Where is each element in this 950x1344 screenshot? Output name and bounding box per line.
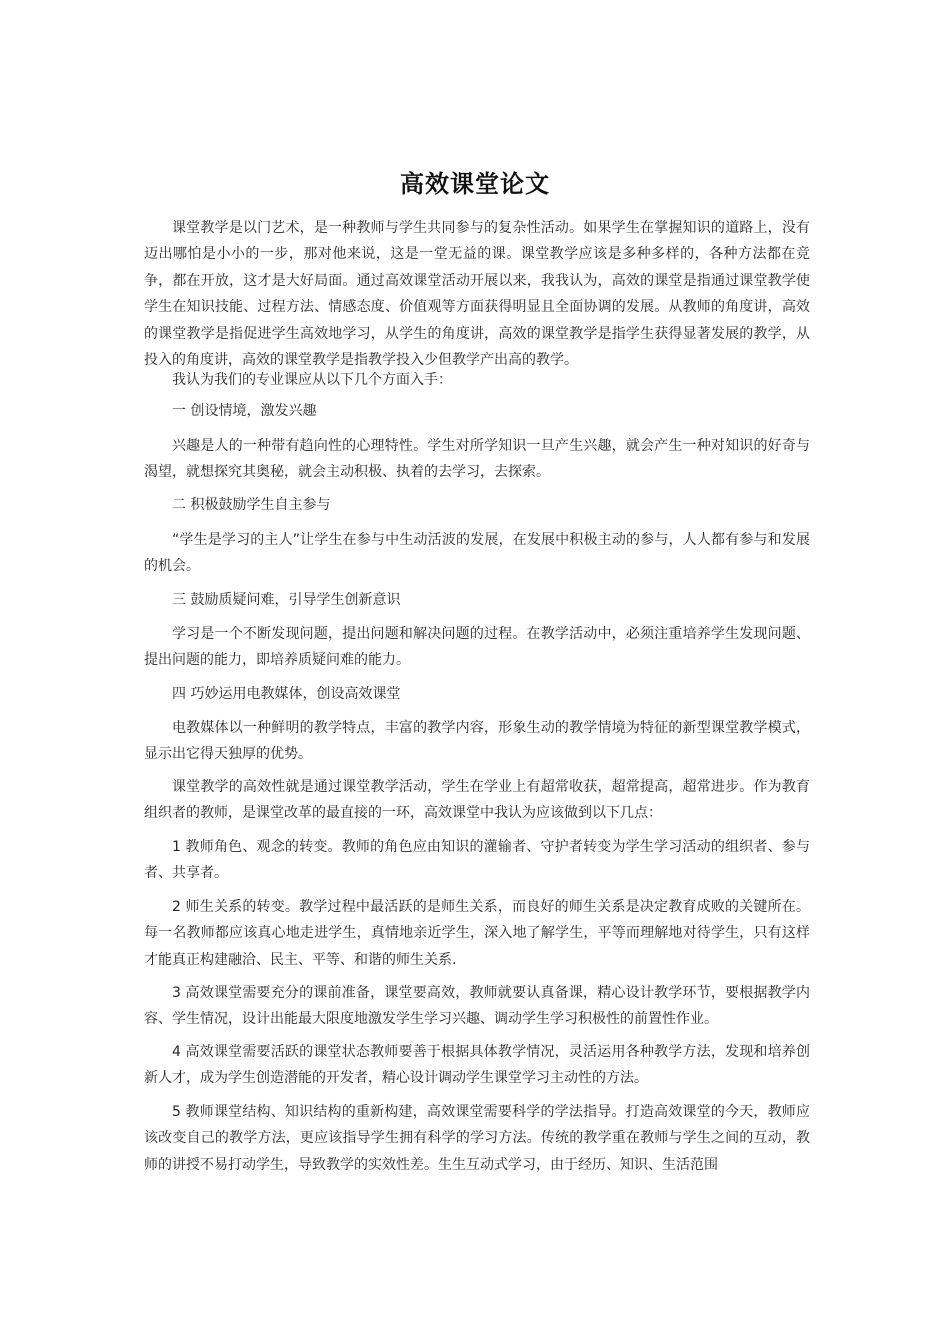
paragraph-point-3: 3 高效课堂需要充分的课前准备，课堂要高效，教师就要认真备课，精心设计教学环节，要根据教学内容、学生情况，设计出能最大限度地激发学生学习兴趣、调动学生学习积极性的前置性作业。 — [144, 985, 810, 1028]
paragraph-efficiency: 课堂教学的高效性就是通过课堂教学活动，学生在学业上有超常收获，超常提高，超常进步。作为教育组织者的教师，是课堂改革的最直接的一环，高效课堂中我认为应该做到以下几点： — [144, 779, 810, 822]
paragraph-lead: 我认为我们的专业课应从以下几个方面入手： — [172, 372, 452, 388]
document-title: 高效课堂论文 — [400, 170, 550, 198]
paragraph-intro: 课堂教学是以门艺术，是一种教师与学生共同参与的复杂性活动。如果学生在掌握知识的道路上，没有迈出哪怕是小小的一步，那对他来说，这是一堂无益的课。课堂教学应该是多种多样的，各种方法都在竞争，都在开放，这才是大好局面。通过高效课堂活动开展以来，我我认为，高效的课堂是指通过课堂教学使学生在知识技能、过程方法、情感态度、价值观等方面获得明显且全面协调的发展。从教师的角度讲，高效的课堂教学是指促进学生高效地学习，从学生的角度讲，高效的课堂教学是指学生获得显著发展的教学，从投入的角度讲，高效的课堂教学是指教学投入少但教学产出高的教学。 — [144, 220, 810, 369]
heading-section-4: 四 巧妙运用电教媒体，创设高效课堂 — [172, 686, 401, 702]
paragraph-section-1: 兴趣是人的一种带有趋向性的心理特性。学生对所学知识一旦产生兴趣，就会产生一种对知识的好奇与渴望，就想探究其奥秘，就会主动积极、执着的去学习，去探索。 — [144, 438, 810, 481]
paragraph-point-1: 1 教师角色、观念的转变。教师的角色应由知识的灌输者、守护者转变为学生学习活动的组织者、参与者、共享者。 — [144, 839, 810, 882]
heading-section-3: 三 鼓励质疑问难，引导学生创新意识 — [172, 592, 401, 608]
paragraph-section-3: 学习是一个不断发现问题，提出问题和解决问题的过程。在教学活动中，必须注重培养学生发现问题、提出问题的能力，即培养质疑问难的能力。 — [144, 626, 810, 669]
paragraph-section-4: 电教媒体以一种鲜明的教学特点，丰富的教学内容，形象生动的教学情境为特征的新型课堂教学模式，显示出它得天独厚的优势。 — [144, 720, 810, 763]
heading-section-1: 一 创设情境，激发兴趣 — [172, 403, 317, 419]
paragraph-point-5: 5 教师课堂结构、知识结构的重新构建，高效课堂需要科学的学法指导。打造高效课堂的今天，教师应该改变自己的教学方法，更应该指导学生拥有科学的学习方法。传统的教学重在教师与学生之间的互动，教师的讲授不易打动学生，导致教学的实效性差。生生互动式学习，由于经历、知识、生活范围 — [144, 1104, 810, 1173]
paragraph-point-2: 2 师生关系的转变。教学过程中最活跃的是师生关系，而良好的师生关系是决定教育成败的关键所在。每一名教师都应该真心地走进学生，真情地亲近学生，深入地了解学生，平等而理解地对待学生，只有这样才能真正构建融洽、民主、平等、和谐的师生关系. — [144, 899, 810, 968]
paragraph-section-2: “学生是学习的主人”让学生在参与中生动活波的发展，在发展中积极主动的参与，人人都有参与和发展的机会。 — [144, 532, 810, 575]
paragraph-point-4: 4 高效课堂需要活跃的课堂状态教师要善于根据具体教学情况，灵活运用各种教学方法，发现和培养创新人才，成为学生创造潜能的开发者，精心设计调动学生课堂学习主动性的方法。 — [144, 1044, 810, 1087]
heading-section-2: 二 积极鼓励学生自主参与 — [172, 497, 331, 513]
